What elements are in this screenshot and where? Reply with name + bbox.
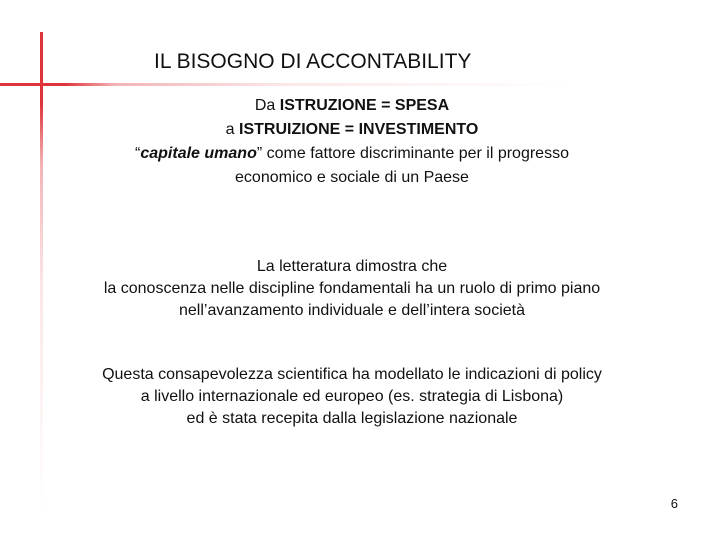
education-definition-block [0, 94, 704, 190]
block1-line1-bold: ISTRUZIONE = SPESA [279, 97, 450, 114]
policy-block [0, 364, 704, 430]
block1-line3-open-quote: “ [135, 145, 141, 162]
block1-line2 [0, 118, 704, 142]
block1-line2-prefix: a [225, 121, 240, 138]
block1-line3 [0, 142, 704, 166]
block1-line3-italic: capitale umano [140, 145, 257, 162]
block3-line: a livello internazionale ed europeo (es. strategia di Lisbona) [140, 388, 564, 405]
block1-line3-rest: ” come fattore discriminante per il progresso [256, 145, 569, 162]
block1-line1-prefix: Da [254, 97, 280, 114]
block2-line: nell’avanzamento individuale e dell’intera società [179, 302, 525, 319]
slide-title: IL BISOGNO DI ACCONTABILITY [154, 50, 472, 73]
page-number: 6 [670, 496, 678, 511]
accent-horizontal-line [0, 83, 720, 86]
block3-line: ed è stata recepita dalla legislazione nazionale [186, 410, 518, 427]
block1-line2-bold: ISTRUIZIONE = INVESTIMENTO [239, 121, 479, 138]
block2-line: La letteratura dimostra che [256, 258, 448, 275]
literature-block [0, 256, 704, 322]
block1-line1 [0, 94, 704, 118]
block1-line4: economico e sociale di un Paese [235, 169, 469, 186]
block2-line: la conoscenza nelle discipline fondamentali ha un ruolo di primo piano [103, 280, 601, 297]
block3-line: Questa consapevolezza scientifica ha modellato le indicazioni di policy [102, 366, 602, 383]
